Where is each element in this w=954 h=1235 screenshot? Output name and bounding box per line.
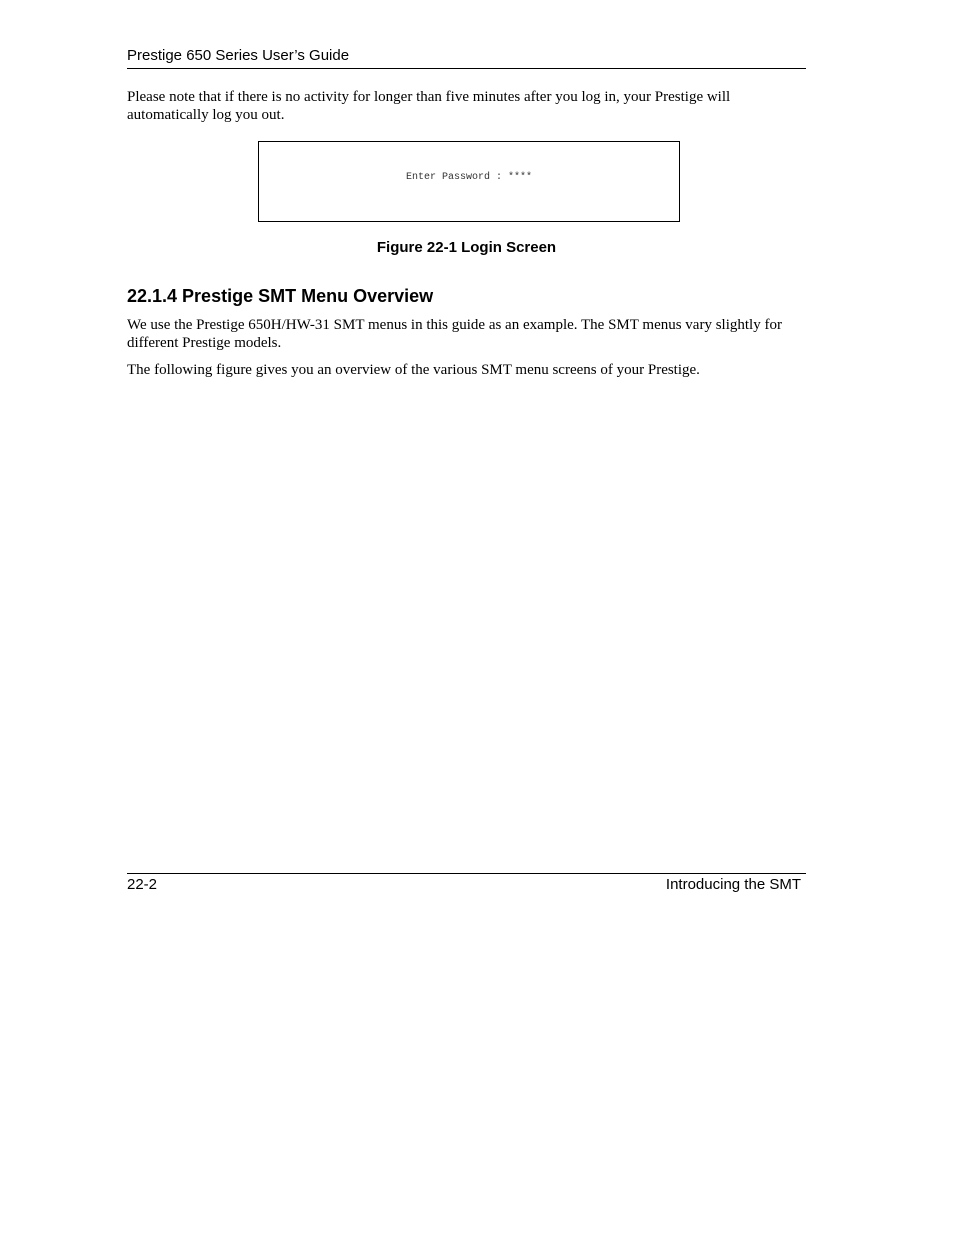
- chapter-title: Introducing the SMT: [665, 876, 801, 893]
- figure-caption: Figure 22-1 Login Screen: [376, 239, 557, 256]
- page-number: 22-2: [127, 876, 158, 893]
- page-footer: [127, 873, 806, 896]
- smt-menus-paragraph: We use the Prestige 650H/HW-31 SMT menus in this guide as an example. The SMT menus vary slightly for different Prestige models.: [127, 317, 782, 351]
- password-prompt: Enter Password : ****: [405, 172, 533, 183]
- intro-paragraph: Please note that if there is no activity for longer than five minutes after you log in, your Prestige will automatically log you out.: [127, 89, 731, 123]
- figure-lead-paragraph: The following figure gives you an overview of the various SMT menu screens of your Prestige.: [127, 362, 700, 378]
- document-title: Prestige 650 Series User’s Guide: [127, 47, 350, 64]
- login-screen-figure: [258, 141, 680, 222]
- section-heading: 22.1.4 Prestige SMT Menu Overview: [127, 286, 434, 306]
- page-header: [127, 46, 806, 69]
